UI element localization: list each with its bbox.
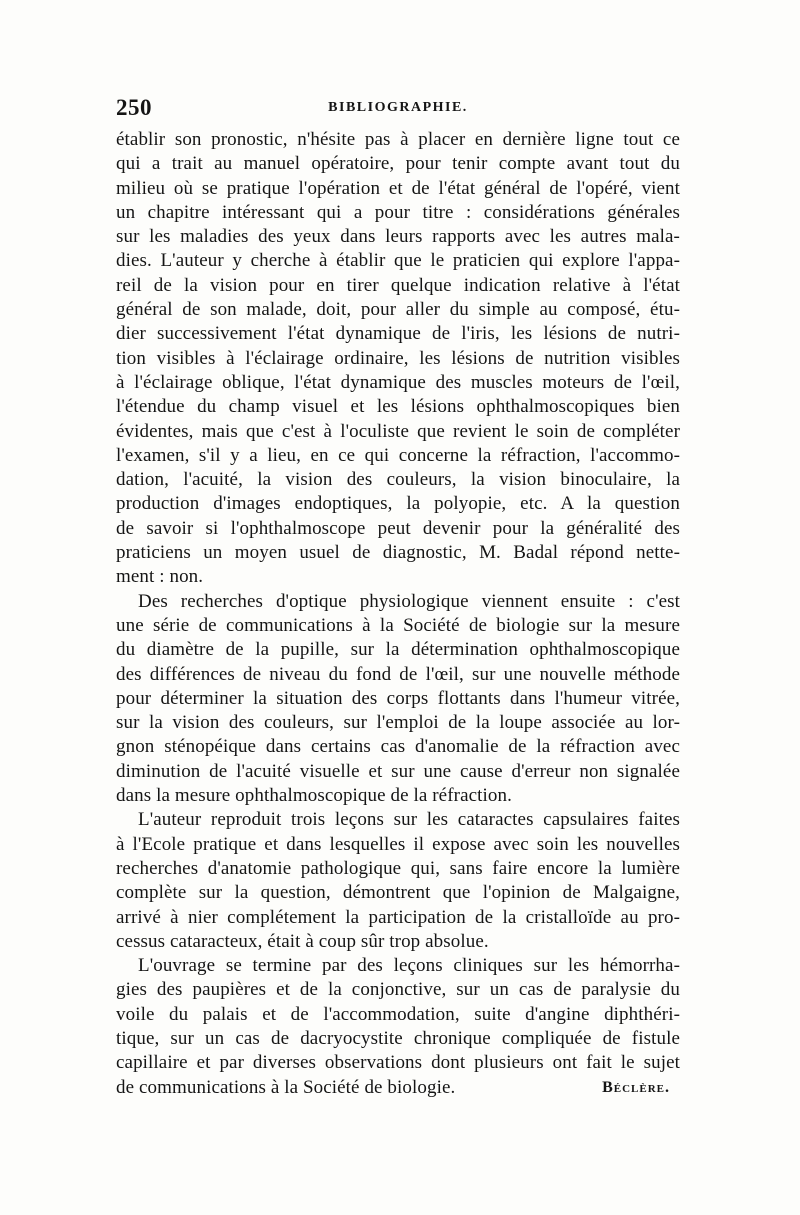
text-line: tique, sur un cas de dacryocystite chronique compliquée de fistule — [116, 1027, 680, 1049]
text-line: l'examen, s'il y a lieu, en ce qui concerne la réfraction, l'accommo- — [116, 444, 680, 466]
author-signature: Béclère. — [602, 1078, 670, 1096]
text-line: L'auteur reproduit trois leçons sur les cataractes capsulaires faites — [138, 809, 680, 831]
text-line: dier successivement l'état dynamique de l'iris, les lésions de nutri- — [116, 323, 680, 345]
paragraph-3 — [116, 808, 680, 954]
text-line: capillaire et par diverses observations dont plusieurs ont fait le sujet — [116, 1052, 680, 1074]
paragraph-1 — [116, 128, 680, 590]
text-line: dation, l'acuité, la vision des couleurs, la vision binoculaire, la — [116, 469, 680, 491]
text-line: tion visibles à l'éclairage ordinaire, les lésions de nutrition visibles — [116, 347, 680, 369]
text-line: complète sur la question, démontrent que l'opinion de Malgaigne, — [116, 882, 680, 904]
text-line: sur les maladies des yeux dans leurs rapports avec les autres mala- — [116, 226, 680, 248]
text-line: diminution de l'acuité visuelle et sur une cause d'erreur non signalée — [116, 760, 680, 782]
text-line: cessus cataracteux, était à coup sûr trop absolue. — [116, 930, 489, 952]
text-line: sur la vision des couleurs, sur l'emploi de la loupe associée au lor- — [116, 712, 680, 734]
body-text — [116, 128, 680, 1100]
text-line: un chapitre intéressant qui a pour titre : considérations générales — [116, 201, 680, 223]
text-line: du diamètre de la pupille, sur la détermination ophthalmoscopique — [116, 639, 680, 661]
text-line: L'ouvrage se termine par des leçons cliniques sur les hémorrha- — [138, 955, 680, 977]
paragraph-2 — [116, 590, 680, 809]
text-line: à l'éclairage oblique, l'état dynamique des muscles moteurs de l'œil, — [116, 371, 680, 393]
text-line: à l'Ecole pratique et dans lesquelles il expose avec soin les nouvelles — [116, 833, 680, 855]
text-line: arrivé à nier complétement la participation de la cristalloïde au pro- — [116, 906, 680, 928]
text-line: reil de la vision pour en tirer quelque indication relative à l'état — [116, 274, 680, 296]
text-line: une série de communications à la Société de biologie sur la mesure — [116, 614, 680, 636]
text-line: dies. L'auteur y cherche à établir que le praticien qui explore l'appa- — [116, 250, 680, 272]
text-line: de savoir si l'ophthalmoscope peut devenir pour la généralité des — [116, 517, 680, 539]
text-line: qui a trait au manuel opératoire, pour tenir compte avant tout du — [116, 153, 680, 175]
text-line: ment : non. — [116, 566, 204, 588]
text-line: recherches d'anatomie pathologique qui, sans faire encore la lumière — [116, 857, 680, 879]
text-line: gies des paupières et de la conjonctive, sur un cas de paralysie du — [116, 979, 680, 1001]
text-line: de communications à la Société de biologie. — [116, 1076, 456, 1098]
text-line: Des recherches d'optique physiologique viennent ensuite : c'est — [138, 590, 680, 612]
text-line: évidentes, mais que c'est à l'oculiste que revient le soin de compléter — [116, 420, 680, 442]
text-line: des différences de niveau du fond de l'œil, sur une nouvelle méthode — [116, 663, 680, 685]
paragraph-4 — [116, 954, 680, 1100]
text-line: milieu où se pratique l'opération et de l'état général de l'opéré, vient — [116, 177, 680, 199]
text-line: voile du palais et de l'accommodation, suite d'angine diphthéri- — [116, 1003, 680, 1025]
text-line: dans la mesure ophthalmoscopique de la réfraction. — [116, 785, 512, 807]
text-line: l'étendue du champ visuel et les lésions ophthalmoscopiques bien — [116, 396, 680, 418]
text-line: production d'images endoptiques, la polyopie, etc. A la question — [116, 493, 680, 515]
page-number: 250 — [116, 95, 152, 120]
text-line: général de son malade, doit, pour aller du simple au composé, étu- — [116, 299, 680, 321]
text-line: pour déterminer la situation des corps flottants dans l'humeur vitrée, — [116, 687, 680, 709]
text-line: praticiens un moyen usuel de diagnostic, M. Badal répond nette- — [116, 542, 680, 564]
page-header — [116, 95, 680, 125]
running-head: BIBLIOGRAPHIE. — [328, 100, 468, 115]
text-line: établir son pronostic, n'hésite pas à placer en dernière ligne tout ce — [116, 129, 680, 150]
text-line: gnon sténopéique dans certains cas d'anomalie de la réfraction avec — [116, 736, 680, 758]
closing-line — [116, 1076, 680, 1100]
